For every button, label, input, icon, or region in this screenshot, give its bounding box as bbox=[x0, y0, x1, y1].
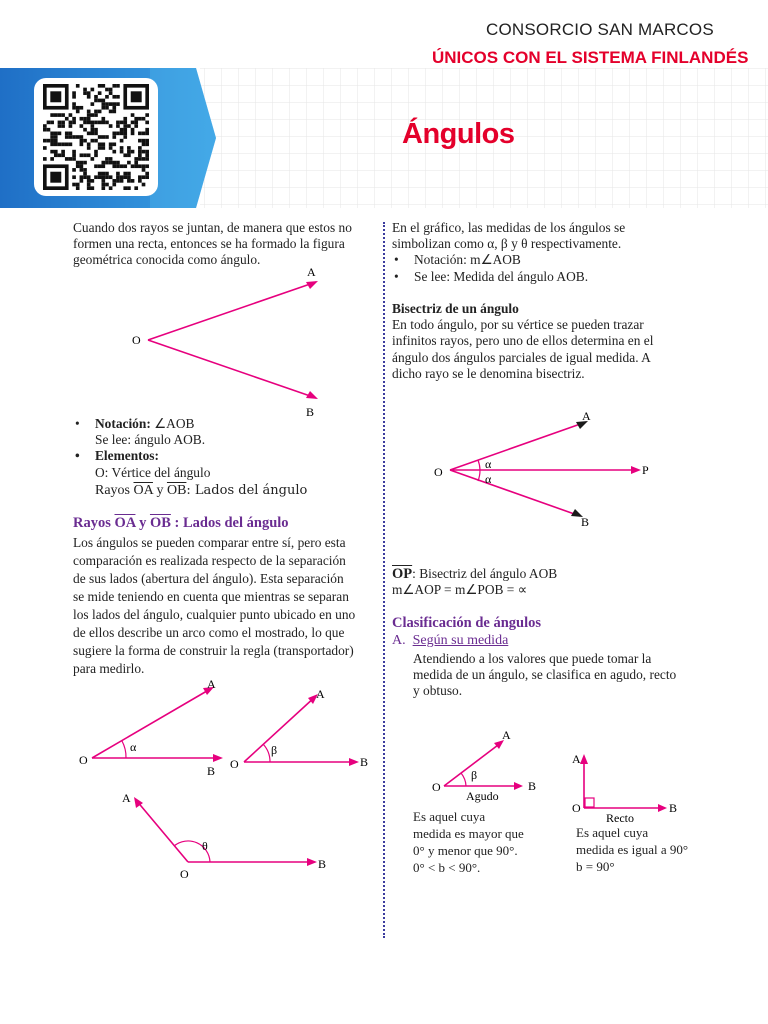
paragraph-line: En todo ángulo, por su vértice se pueden trazar bbox=[392, 317, 644, 333]
label-b: B bbox=[528, 779, 537, 793]
label-a: A bbox=[572, 752, 581, 766]
vertex-text: O: Vértice del ángulo bbox=[95, 464, 211, 480]
bisector-heading: Bisectriz de un ángulo bbox=[392, 301, 519, 316]
paragraph-line: se mide teniendo en cuenta que mientras se separan bbox=[73, 589, 349, 604]
label-alpha-top: α bbox=[485, 457, 492, 471]
qr-code-image bbox=[41, 84, 151, 190]
op-equation: m∠AOP = m∠POB = ∝ bbox=[392, 582, 528, 598]
description-line: Es aquel cuya bbox=[413, 809, 486, 824]
rays-heading: Rayos $\overline{OA}$ y $\overline{OB}$ : Lados del ángulo bbox=[73, 515, 289, 531]
right-description bbox=[576, 824, 726, 875]
right-name: Recto bbox=[606, 811, 634, 825]
paragraph-line: de sus lados (abertura del ángulo). Esta separación bbox=[73, 571, 344, 586]
arrow-head-icon bbox=[213, 754, 223, 762]
label-a: A bbox=[207, 677, 216, 691]
paragraph-line: y obtuso. bbox=[413, 683, 463, 699]
arrow-head-icon bbox=[580, 754, 588, 764]
arrow-head-icon bbox=[514, 782, 523, 790]
label-o: O bbox=[79, 753, 88, 767]
angle-alpha-figure bbox=[76, 676, 236, 782]
label-theta: θ bbox=[202, 839, 208, 853]
label-b: B bbox=[306, 405, 315, 419]
rays-line: Rayos $\overline{OA}$ y $\overline{OB}$: Lados del ángulo bbox=[95, 482, 308, 498]
notation-item: • Notación: ∠AOB bbox=[95, 416, 373, 432]
label-a: A bbox=[307, 265, 316, 279]
arrow-head-icon bbox=[658, 804, 667, 812]
label-a: A bbox=[582, 409, 591, 423]
label-o: O bbox=[434, 465, 443, 479]
arrow-head-icon bbox=[349, 758, 359, 766]
elements-item: • Elementos: bbox=[95, 448, 373, 464]
op-line: $\overline{OP}$: Bisectriz del ángulo AOB bbox=[392, 566, 558, 582]
label-beta: β bbox=[471, 768, 478, 782]
label-b: B bbox=[318, 857, 327, 871]
label-b: B bbox=[360, 755, 369, 769]
paragraph-line: ángulo dos ángulos parciales de igual medida. A bbox=[392, 349, 651, 365]
label-beta: β bbox=[271, 743, 278, 757]
label-a: A bbox=[316, 687, 325, 701]
intro-line: geométrica conocida como ángulo. bbox=[73, 252, 261, 268]
label-alpha: α bbox=[130, 740, 137, 754]
intro-line: simbolizan como α, β y θ respectivamente. bbox=[392, 236, 622, 252]
read-as: Se lee: ángulo AOB. bbox=[95, 432, 206, 448]
description-line: 0° y menor que 90°. bbox=[413, 843, 518, 858]
paragraph-line: comparación es realizada respecto de la separación bbox=[73, 553, 346, 568]
intro-line: En el gráfico, las medidas de los ángulos se bbox=[392, 220, 626, 235]
angle-theta-figure bbox=[116, 788, 336, 884]
by-measure-link[interactable]: Según su medida bbox=[412, 633, 509, 648]
paragraph-line: de ellos describe un arco como el mostrado, lo que bbox=[73, 625, 345, 640]
arrow-head-icon bbox=[307, 858, 317, 866]
arrow-head-icon bbox=[306, 281, 318, 289]
description-line: medida es mayor que bbox=[413, 826, 524, 841]
read-bullet: • Se lee: Medida del ángulo AOB. bbox=[414, 269, 704, 285]
classification-text bbox=[413, 651, 713, 700]
acute-angle-figure bbox=[428, 726, 558, 804]
acute-name: Agudo bbox=[466, 789, 499, 803]
right-angle-figure bbox=[566, 744, 690, 826]
column-divider bbox=[383, 222, 385, 938]
paragraph-line: Atendiendo a los valores que puede tomar la bbox=[413, 651, 652, 666]
greek-intro bbox=[392, 220, 704, 285]
label-o: O bbox=[230, 757, 239, 771]
page-title: Ángulos bbox=[402, 118, 515, 150]
label-b: B bbox=[669, 801, 678, 815]
paragraph-line: sugiere la forma de construir la regla (transportador) bbox=[73, 643, 354, 658]
comparison-paragraph bbox=[73, 534, 378, 678]
label-b: B bbox=[581, 515, 590, 529]
arrow-head-icon bbox=[306, 391, 318, 399]
notation-bullet: • Notación: m∠AOB bbox=[414, 252, 704, 268]
label-o: O bbox=[180, 867, 189, 881]
label-o: O bbox=[572, 801, 581, 815]
bisector-section bbox=[392, 301, 704, 382]
ray-ob bbox=[148, 340, 316, 398]
intro-line: Cuando dos rayos se juntan, de manera que estos no bbox=[73, 220, 352, 235]
notation-block bbox=[73, 416, 373, 499]
paragraph-line: medida de un ángulo, se clasifica en agudo, recto bbox=[413, 667, 677, 683]
qr-code[interactable] bbox=[34, 78, 158, 196]
label-b: B bbox=[207, 764, 216, 778]
classification-heading: Clasificación de ángulos bbox=[392, 615, 542, 631]
bisector-notation bbox=[392, 566, 704, 598]
angle-aob-figure bbox=[120, 262, 340, 422]
institution-tagline: ÚNICOS CON EL SISTEMA FINLANDÉS bbox=[432, 48, 749, 67]
paragraph-line: dicho rayo se le denomina bisectriz. bbox=[392, 365, 585, 381]
institution-name: CONSORCIO SAN MARCOS bbox=[486, 20, 714, 39]
classification-subheading: A. Según su medida bbox=[392, 633, 509, 648]
label-a: A bbox=[502, 728, 511, 742]
label-p: P bbox=[642, 463, 649, 477]
label-a: A bbox=[122, 791, 131, 805]
acute-description bbox=[413, 808, 563, 876]
description-line: 0° < b < 90°. bbox=[413, 860, 481, 875]
paragraph-line: los lados del ángulo, cualquier punto ubicado en uno bbox=[73, 607, 356, 622]
paragraph-line: para medirlo. bbox=[73, 661, 145, 676]
description-line: b = 90° bbox=[576, 859, 615, 874]
bisector-figure bbox=[428, 406, 668, 532]
arrow-head-icon bbox=[631, 466, 641, 474]
description-line: medida es igual a 90° bbox=[576, 842, 689, 857]
description-line: Es aquel cuya bbox=[576, 825, 649, 840]
angle-beta-figure bbox=[228, 684, 376, 776]
intro-line: formen una recta, entonces se ha formado la figura bbox=[73, 236, 345, 252]
paragraph-line: Los ángulos se pueden comparar entre sí, pero esta bbox=[73, 535, 346, 550]
label-alpha-bottom: α bbox=[485, 472, 492, 486]
label-o: O bbox=[132, 333, 141, 347]
ray-oa bbox=[148, 282, 316, 340]
label-o: O bbox=[432, 780, 441, 794]
paragraph-line: infinitos rayos, pero uno de ellos determina en el bbox=[392, 333, 654, 349]
